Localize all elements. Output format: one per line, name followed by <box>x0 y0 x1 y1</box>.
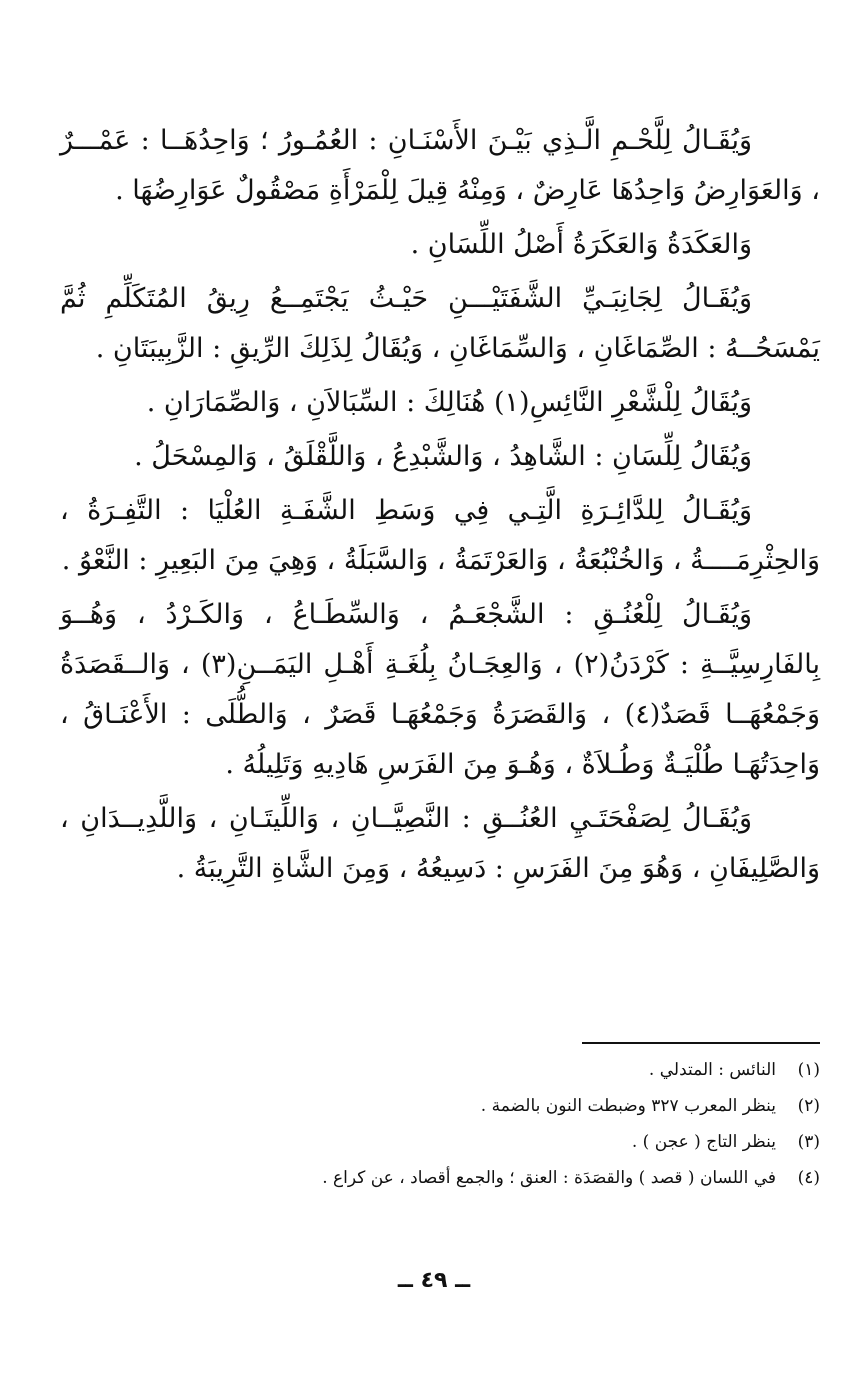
footnote-text: النائس : المتدلي . <box>648 1060 776 1080</box>
footnote-text: ينظر المعرب ٣٢٧ وضبطت النون بالضمة . <box>480 1096 776 1116</box>
footnote-text: في اللسان ( قصد ) والقصَدَة : العنق ؛ والجمع أقصاد ، عن كراع . <box>322 1168 776 1188</box>
paragraph-6: وَيُقَـالُ لِلدَّائِـرَةِ الَّتِـي فِي وَسَطِ الشَّفَـةِ العُلْيَا : التَّفِـرَةُ ، وَالحِثْرِمَــــةُ ، وَالخُنْبُعَةُ ، وَالعَرْتَمَةُ ، وَالسَّبَلَةُ ، وَهِيَ مِنَ البَعِيرِ : النَّعْوُ . <box>60 495 820 576</box>
page-number: ــ ٤٩ ــ <box>397 1268 471 1293</box>
footnotes-list <box>60 1052 820 1196</box>
footnote-text: ينظر التاج ( عجن ) . <box>631 1132 776 1152</box>
paragraph-1: وَيُقَـالُ لِلَّحْـمِ الَّـذِي بَيْـنَ الأَسْنَـانِ : العُمُـورُ ؛ وَاحِدُهَــا : عَمْـــرٌ ، وَالعَوَارِضُ وَاحِدُهَا عَارِضٌ ، وَمِنْهُ قِيلَ لِلْمَرْأَةِ مَصْقُولٌ عَوَارِضُهَا . <box>60 125 820 206</box>
footnote-1 <box>60 1052 820 1088</box>
footnote-divider <box>582 1042 820 1044</box>
footnote-2 <box>60 1088 820 1124</box>
paragraph-3: وَيُقَـالُ لِجَانِبَـيِّ الشَّفَتَيْـــنِ حَيْـثُ يَجْتَمِــعُ رِيقُ المُتَكَلِّمِ ثُمَّ يَمْسَحُــهُ : الصِّمَاغَانِ ، وَالسِّمَاغَانِ ، وَيُقَالُ لِذَلِكَ الرِّيقِ : الزَّبِيبَتَانِ . <box>60 283 820 364</box>
paragraph-7: وَيُقَـالُ لِلْعُنُـقِ : الشَّجْعَـمُ ، وَالسِّطَـاعُ ، وَالكَـرْدُ ، وَهُــوَ بِالفَارِسِيَّــةِ : كَرْدَنُ(٢) ، وَالعِجَـانُ بِلُغَـةِ أَهْـلِ اليَمَــنِ(٣) ، وَالــقَصَدَةُ وَجَمْعُهَــا قَصَدٌ(٤) ، وَالقَصَرَةُ وَجَمْعُهَـا قَصَرٌ ، وَالطُّلَى : الأَعْنَـاقُ ، وَاحِدَتُهَـا طُلْيَـةٌ وَطُـلاَةٌ ، وَهُـوَ مِنَ الفَرَسِ هَادِيهِ وَتَلِيلُهُ . <box>60 599 821 780</box>
footnote-number: (٢) <box>797 1096 820 1116</box>
paragraph-8: وَيُقَـالُ لِصَفْحَتَـيِ العُنُــقِ : النَّصِيَّــانِ ، وَاللِّيتَـانِ ، وَاللَّدِيــدَانِ ، وَالصَّلِيفَانِ ، وَهُوَ مِنَ الفَرَسِ : دَسِيعُهُ ، وَمِنَ الشَّاةِ التَّرِيبَةُ . <box>60 803 820 884</box>
footnote-number: (٤) <box>797 1168 820 1188</box>
paragraph-2: وَالعَكَدَةُ وَالعَكَرَةُ أَصْلُ اللِّسَانِ . <box>410 229 752 260</box>
footnote-number: (٣) <box>797 1132 820 1152</box>
main-text <box>60 116 820 894</box>
paragraph-5: وَيُقَالُ لِلِّسَانِ : الشَّاهِدُ ، وَالشَّبْدِعُ ، وَاللَّقْلَقُ ، وَالمِسْحَلُ . <box>134 441 752 472</box>
paragraph-4: وَيُقَالُ لِلْشَّعْرِ النَّائِسِ(١) هُنَالِكَ : السِّبَالاَنِ ، وَالصِّمَارَانِ . <box>146 387 752 418</box>
footnote-4 <box>60 1160 820 1196</box>
footnote-3 <box>60 1124 820 1160</box>
footnote-number: (١) <box>797 1060 820 1080</box>
